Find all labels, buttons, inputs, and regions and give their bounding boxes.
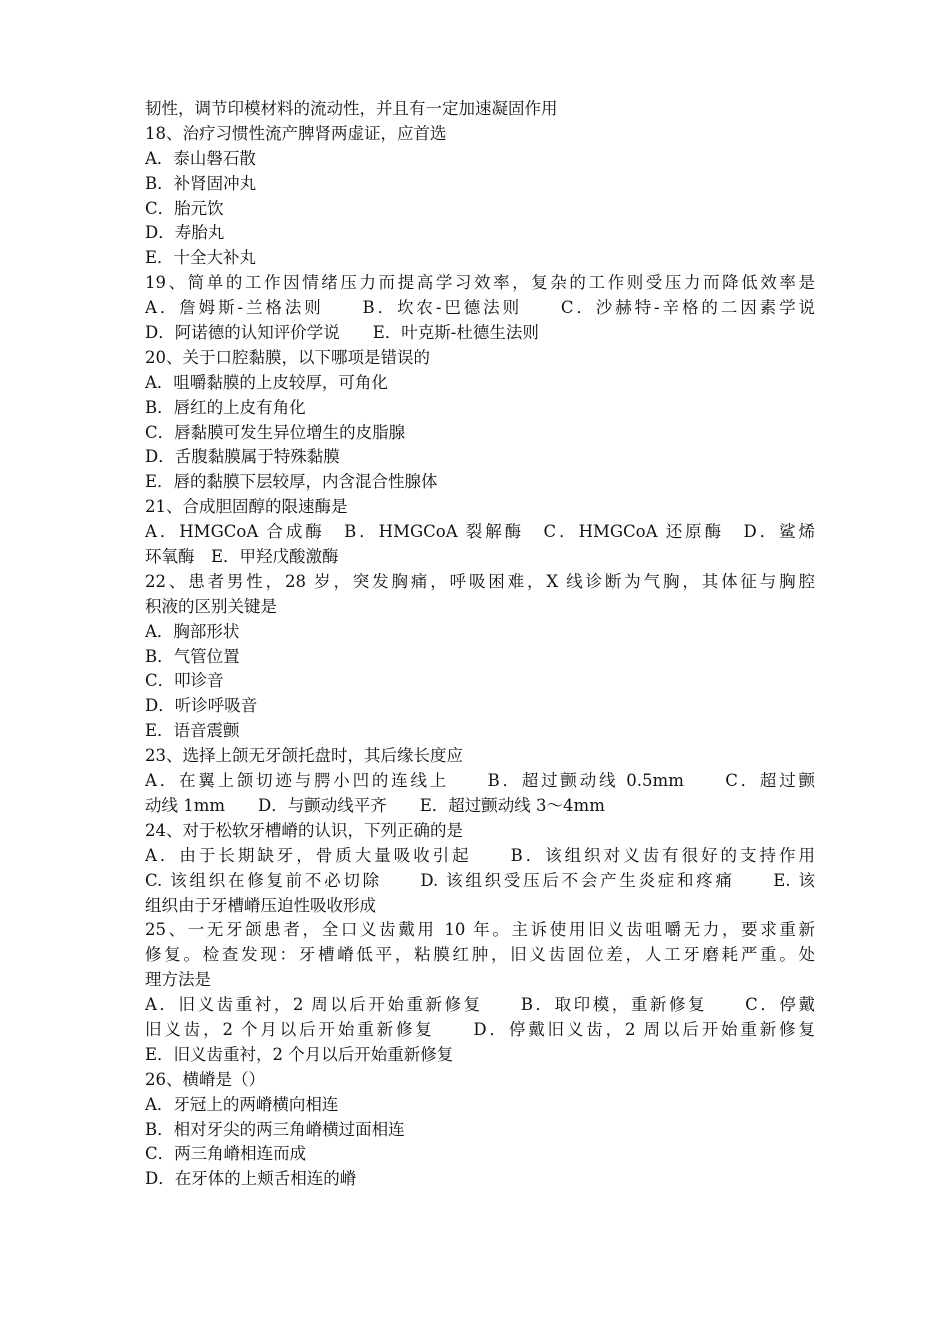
- text-line: 20、关于口腔黏膜，以下哪项是错误的: [145, 347, 430, 367]
- text-line: C．胎元饮: [145, 198, 224, 218]
- text-line: 动线 1mm D．与颤动线平齐 E．超过颤动线 3～4mm: [145, 795, 605, 815]
- text-line: E．旧义齿重衬，2 个月以后开始重新修复: [145, 1044, 454, 1064]
- text-line: A．在翼上颌切迹与腭小凹的连线上 B．超过颤动线 0.5mm C．超过颤: [145, 771, 815, 791]
- text-line: 韧性，调节印模材料的流动性，并且有一定加速凝固作用: [145, 99, 558, 118]
- text-line: C．叩诊音: [145, 671, 224, 691]
- text-line: A．咀嚼黏膜的上皮较厚，可角化: [145, 372, 388, 392]
- text-line: 环氧酶 E．甲羟戊酸激酶: [145, 547, 339, 567]
- text-line: 25、一无牙颌患者，全口义齿戴用 10 年。主诉使用旧义齿咀嚼无力，要求重新: [145, 920, 815, 940]
- text-line: 旧义齿，2 个月以后开始重新修复 D．停戴旧义齿，2 周以后开始重新修复: [145, 1019, 815, 1039]
- text-line: 修复。检查发现：牙槽嵴低平，粘膜红肿，旧义齿固位差，人工牙磨耗严重。处: [145, 945, 815, 965]
- text-line: E．唇的黏膜下层较厚，内含混合性腺体: [145, 472, 438, 492]
- text-line: D．听诊呼吸音: [145, 696, 258, 716]
- text-line: A．泰山磐石散: [145, 148, 256, 168]
- text-line: D．在牙体的上颊舌相连的嵴: [145, 1169, 357, 1189]
- text-line: 理方法是: [145, 970, 211, 990]
- text-line: A．旧义齿重衬，2 周以后开始重新修复 B．取印模，重新修复 C．停戴: [145, 995, 815, 1015]
- text-line: B．唇红的上皮有角化: [145, 397, 306, 417]
- text-line: D．寿胎丸: [145, 223, 225, 243]
- text-line: 22、患者男性，28 岁，突发胸痛，呼吸困难，X 线诊断为气胸，其体征与胸腔: [145, 571, 815, 591]
- text-line: A．牙冠上的两嵴横向相连: [145, 1094, 339, 1114]
- text-line: 组织由于牙槽嵴压迫性吸收形成: [145, 895, 376, 915]
- text-line: 积液的区别关键是: [145, 596, 277, 616]
- text-line: B．气管位置: [145, 646, 240, 666]
- text-line: C. 该组织在修复前不必切除 D. 该组织受压后不会产生炎症和疼痛 E. 该: [145, 870, 815, 890]
- text-line: B．补肾固冲丸: [145, 173, 257, 193]
- text-line: D．阿诺德的认知评价学说 E．叶克斯-杜德生法则: [145, 323, 539, 343]
- text-line: 18、治疗习惯性流产脾肾两虚证，应首选: [145, 123, 447, 143]
- text-line: A．胸部形状: [145, 621, 240, 641]
- text-line: 26、横嵴是（）: [145, 1069, 265, 1089]
- text-line: C．两三角嵴相连而成: [145, 1144, 307, 1164]
- text-line: C．唇黏膜可发生异位增生的皮脂腺: [145, 422, 406, 442]
- text-line: E．语音震颤: [145, 721, 240, 741]
- text-line: A．由于长期缺牙，骨质大量吸收引起 B．该组织对义齿有很好的支持作用: [145, 845, 815, 865]
- text-line: B．相对牙尖的两三角嵴横过面相连: [145, 1119, 405, 1139]
- text-line: 24、对于松软牙槽嵴的认识，下列正确的是: [145, 820, 463, 840]
- text-line: D．舌腹黏膜属于特殊黏膜: [145, 447, 340, 467]
- text-line: A．詹姆斯-兰格法则 B．坎农-巴德法则 C．沙赫特-辛格的二因素学说: [145, 298, 815, 318]
- document-body: [145, 97, 815, 1192]
- text-line: A．HMGCoA 合成酶 B．HMGCoA 裂解酶 C．HMGCoA 还原酶 D．鲨烯: [145, 522, 815, 542]
- text-line: 19、简单的工作因情绪压力而提高学习效率，复杂的工作则受压力而降低效率是: [145, 273, 815, 293]
- text-line: 21、合成胆固醇的限速酶是: [145, 497, 348, 517]
- text-line: 23、选择上颌无牙颌托盘时，其后缘长度应: [145, 746, 463, 766]
- text-line: E．十全大补丸: [145, 248, 257, 268]
